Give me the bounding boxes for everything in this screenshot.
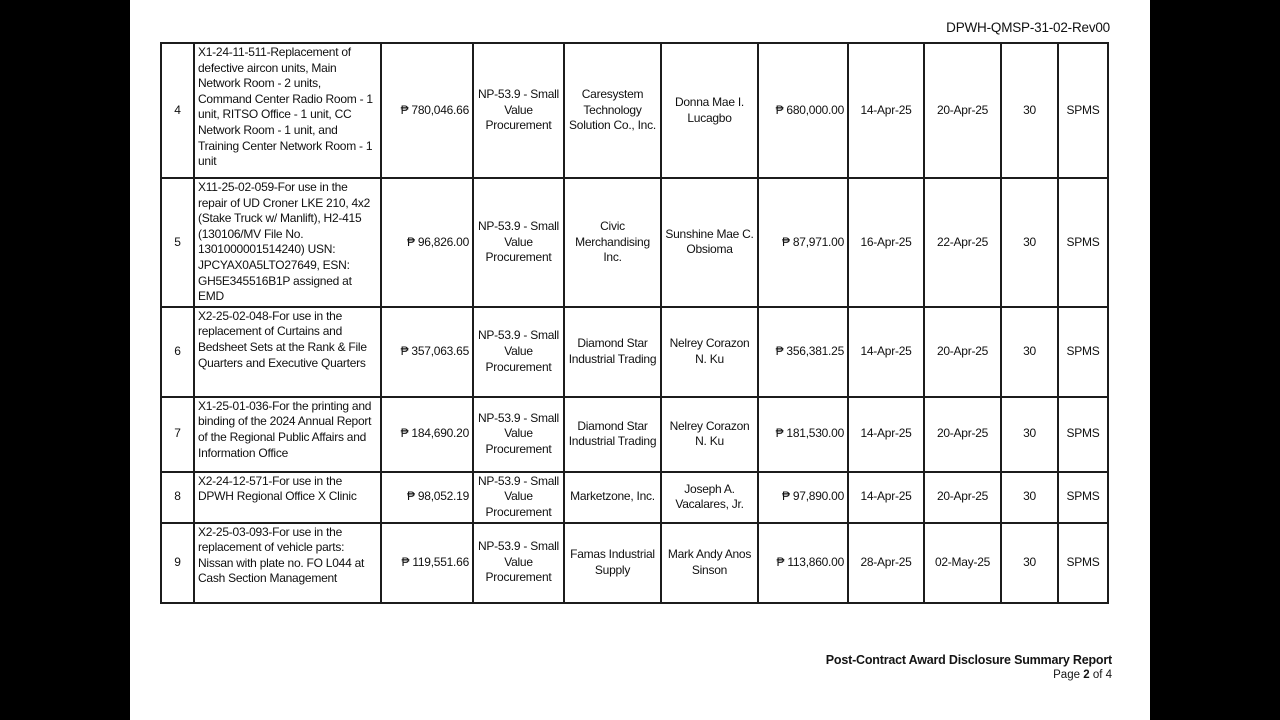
description-cell: X1-24-11-511-Replacement of defective aircon units, Main Network Room - 2 units, Command Center Radio Room - 1 unit, RITSO Office - 1 unit, CC Network Room - 1 unit, and Training Center Network Room - 1 unit <box>194 43 381 178</box>
description-cell: X11-25-02-059-For use in the repair of UD Croner LKE 210, 4x2 (Stake Truck w/ Manlift), H2-415 (130106/MV File No. 1301000001514240) USN: JPCYAX0A5LTO27649, ESN: GH5E345516B1P assigned at EMD <box>194 178 381 307</box>
row-number-cell: 6 <box>161 307 194 397</box>
page-number: 2 <box>1083 669 1090 681</box>
date-cell: 14-Apr-25 <box>848 307 924 397</box>
date-cell: 20-Apr-25 <box>924 307 1001 397</box>
supplier-cell: Caresystem Technology Solution Co., Inc. <box>564 43 661 178</box>
description-cell: X1-25-01-036-For the printing and binding of the 2024 Annual Report of the Regional Public Affairs and Information Office <box>194 397 381 472</box>
description-cell: X2-24-12-571-For use in the DPWH Regional Office X Clinic <box>194 472 381 523</box>
procurement-mode-cell: NP-53.9 - Small Value Procurement <box>473 523 564 603</box>
remarks-cell: SPMS <box>1058 307 1108 397</box>
signatory-cell: Joseph A. Vacalares, Jr. <box>661 472 758 523</box>
approved-budget-cell: ₱ 780,046.66 <box>381 43 473 178</box>
row-number-cell: 9 <box>161 523 194 603</box>
supplier-cell: Famas Industrial Supply <box>564 523 661 603</box>
supplier-cell: Diamond Star Industrial Trading <box>564 397 661 472</box>
contract-amount-cell: ₱ 181,530.00 <box>758 397 848 472</box>
date-cell: 20-Apr-25 <box>924 43 1001 178</box>
description-cell: X2-25-03-093-For use in the replacement of vehicle parts: Nissan with plate no. FO L044 at Cash Section Management <box>194 523 381 603</box>
contract-amount-cell: ₱ 680,000.00 <box>758 43 848 178</box>
approved-budget-cell: ₱ 98,052.19 <box>381 472 473 523</box>
remarks-cell: SPMS <box>1058 43 1108 178</box>
row-number-cell: 4 <box>161 43 194 178</box>
duration-cell: 30 <box>1001 472 1058 523</box>
table-row <box>161 397 1108 472</box>
table-row <box>161 523 1108 603</box>
date-cell: 02-May-25 <box>924 523 1001 603</box>
date-cell: 16-Apr-25 <box>848 178 924 307</box>
remarks-cell: SPMS <box>1058 397 1108 472</box>
document-page <box>130 0 1150 720</box>
duration-cell: 30 <box>1001 43 1058 178</box>
procurement-mode-cell: NP-53.9 - Small Value Procurement <box>473 397 564 472</box>
page-suffix: of 4 <box>1092 669 1112 681</box>
signatory-cell: Nelrey Corazon N. Ku <box>661 307 758 397</box>
approved-budget-cell: ₱ 357,063.65 <box>381 307 473 397</box>
report-title: Post-Contract Award Disclosure Summary Report <box>825 653 1112 667</box>
remarks-cell: SPMS <box>1058 523 1108 603</box>
remarks-cell: SPMS <box>1058 472 1108 523</box>
description-cell: X2-25-02-048-For use in the replacement of Curtains and Bedsheet Sets at the Rank & File Quarters and Executive Quarters <box>194 307 381 397</box>
approved-budget-cell: ₱ 96,826.00 <box>381 178 473 307</box>
signatory-cell: Sunshine Mae C. Obsioma <box>661 178 758 307</box>
date-cell: 28-Apr-25 <box>848 523 924 603</box>
duration-cell: 30 <box>1001 397 1058 472</box>
remarks-cell: SPMS <box>1058 178 1108 307</box>
table-row <box>161 307 1108 397</box>
contract-amount-cell: ₱ 97,890.00 <box>758 472 848 523</box>
page-prefix: Page <box>1053 669 1080 681</box>
signatory-cell: Nelrey Corazon N. Ku <box>661 397 758 472</box>
procurement-mode-cell: NP-53.9 - Small Value Procurement <box>473 178 564 307</box>
approved-budget-cell: ₱ 184,690.20 <box>381 397 473 472</box>
date-cell: 14-Apr-25 <box>848 43 924 178</box>
date-cell: 14-Apr-25 <box>848 472 924 523</box>
date-cell: 14-Apr-25 <box>848 397 924 472</box>
row-number-cell: 5 <box>161 178 194 307</box>
table-row <box>161 472 1108 523</box>
row-number-cell: 7 <box>161 397 194 472</box>
duration-cell: 30 <box>1001 307 1058 397</box>
contract-amount-cell: ₱ 87,971.00 <box>758 178 848 307</box>
duration-cell: 30 <box>1001 178 1058 307</box>
awards-table <box>160 42 1109 604</box>
table-row <box>161 178 1108 307</box>
approved-budget-cell: ₱ 119,551.66 <box>381 523 473 603</box>
signatory-cell: Mark Andy Anos Sinson <box>661 523 758 603</box>
signatory-cell: Donna Mae I. Lucagbo <box>661 43 758 178</box>
procurement-mode-cell: NP-53.9 - Small Value Procurement <box>473 307 564 397</box>
page-footer <box>826 653 1112 681</box>
date-cell: 20-Apr-25 <box>924 472 1001 523</box>
contract-amount-cell: ₱ 356,381.25 <box>758 307 848 397</box>
date-cell: 22-Apr-25 <box>924 178 1001 307</box>
procurement-mode-cell: NP-53.9 - Small Value Procurement <box>473 43 564 178</box>
table-row <box>161 43 1108 178</box>
contract-amount-cell: ₱ 113,860.00 <box>758 523 848 603</box>
doc-code: DPWH-QMSP-31-02-Rev00 <box>946 20 1110 35</box>
row-number-cell: 8 <box>161 472 194 523</box>
procurement-mode-cell: NP-53.9 - Small Value Procurement <box>473 472 564 523</box>
supplier-cell: Marketzone, Inc. <box>564 472 661 523</box>
supplier-cell: Diamond Star Industrial Trading <box>564 307 661 397</box>
supplier-cell: Civic Merchandising Inc. <box>564 178 661 307</box>
date-cell: 20-Apr-25 <box>924 397 1001 472</box>
page-indicator <box>826 669 1112 681</box>
duration-cell: 30 <box>1001 523 1058 603</box>
